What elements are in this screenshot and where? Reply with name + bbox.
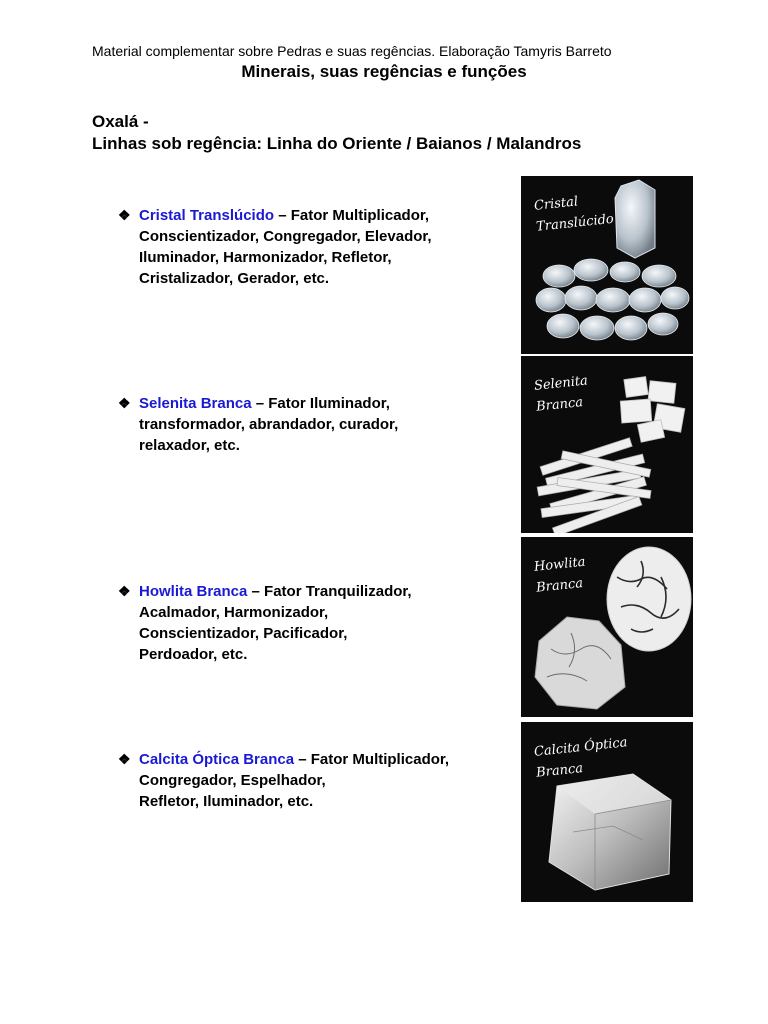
diamond-bullet-icon: ❖ <box>118 395 131 411</box>
stone-name: Calcita Óptica Branca <box>139 751 295 768</box>
selenita-image-label: Selenita Branca <box>533 373 589 415</box>
stone-name: Howlita Branca <box>139 583 248 600</box>
stone-text <box>139 205 493 289</box>
stone-description: – Fator Multiplicador, Congregador, Espelhador, Refletor, Iluminador, etc. <box>139 751 450 810</box>
selenita-image <box>521 356 693 533</box>
stone-item-howlita <box>118 581 493 665</box>
stone-item-cristal <box>118 205 493 289</box>
calcita-image-label: Calcita Óptica Branca <box>533 735 629 781</box>
stone-description: – Fator Multiplicador, Conscientizador, Congregador, Elevador, Iluminador, Harmonizador, Refletor, Cristalizador, Gerador, etc. <box>139 207 432 287</box>
stone-description: – Fator Iluminador, transformador, abrandador, curador, relaxador, etc. <box>139 395 399 454</box>
stone-description: – Fator Tranquilizador, Acalmador, Harmonizador, Conscientizador, Pacificador, Perdoador, etc. <box>139 583 412 663</box>
stone-name: Cristal Translúcido <box>139 207 275 224</box>
document-title: Minerais, suas regências e funções <box>241 62 527 81</box>
stone-item-calcita <box>118 749 493 812</box>
howlita-image-label: Howlita Branca <box>533 554 587 596</box>
cristal-image-label: Cristal Translúcido <box>533 194 615 235</box>
stone-item-selenita <box>118 393 493 456</box>
header-note: Material complementar sobre Pedras e suas regências. Elaboração Tamyris Barreto <box>92 43 612 59</box>
howlita-image <box>521 537 693 717</box>
orixa-heading: Oxalá - <box>92 112 149 131</box>
diamond-bullet-icon: ❖ <box>118 207 131 223</box>
diamond-bullet-icon: ❖ <box>118 751 131 767</box>
regency-lines-heading: Linhas sob regência: Linha do Oriente / Baianos / Malandros <box>92 134 582 153</box>
calcita-image <box>521 722 693 902</box>
stone-text <box>139 581 493 665</box>
stone-text <box>139 749 493 812</box>
stone-text <box>139 393 493 456</box>
cristal-image <box>521 176 693 354</box>
stone-name: Selenita Branca <box>139 395 252 412</box>
diamond-bullet-icon: ❖ <box>118 583 131 599</box>
